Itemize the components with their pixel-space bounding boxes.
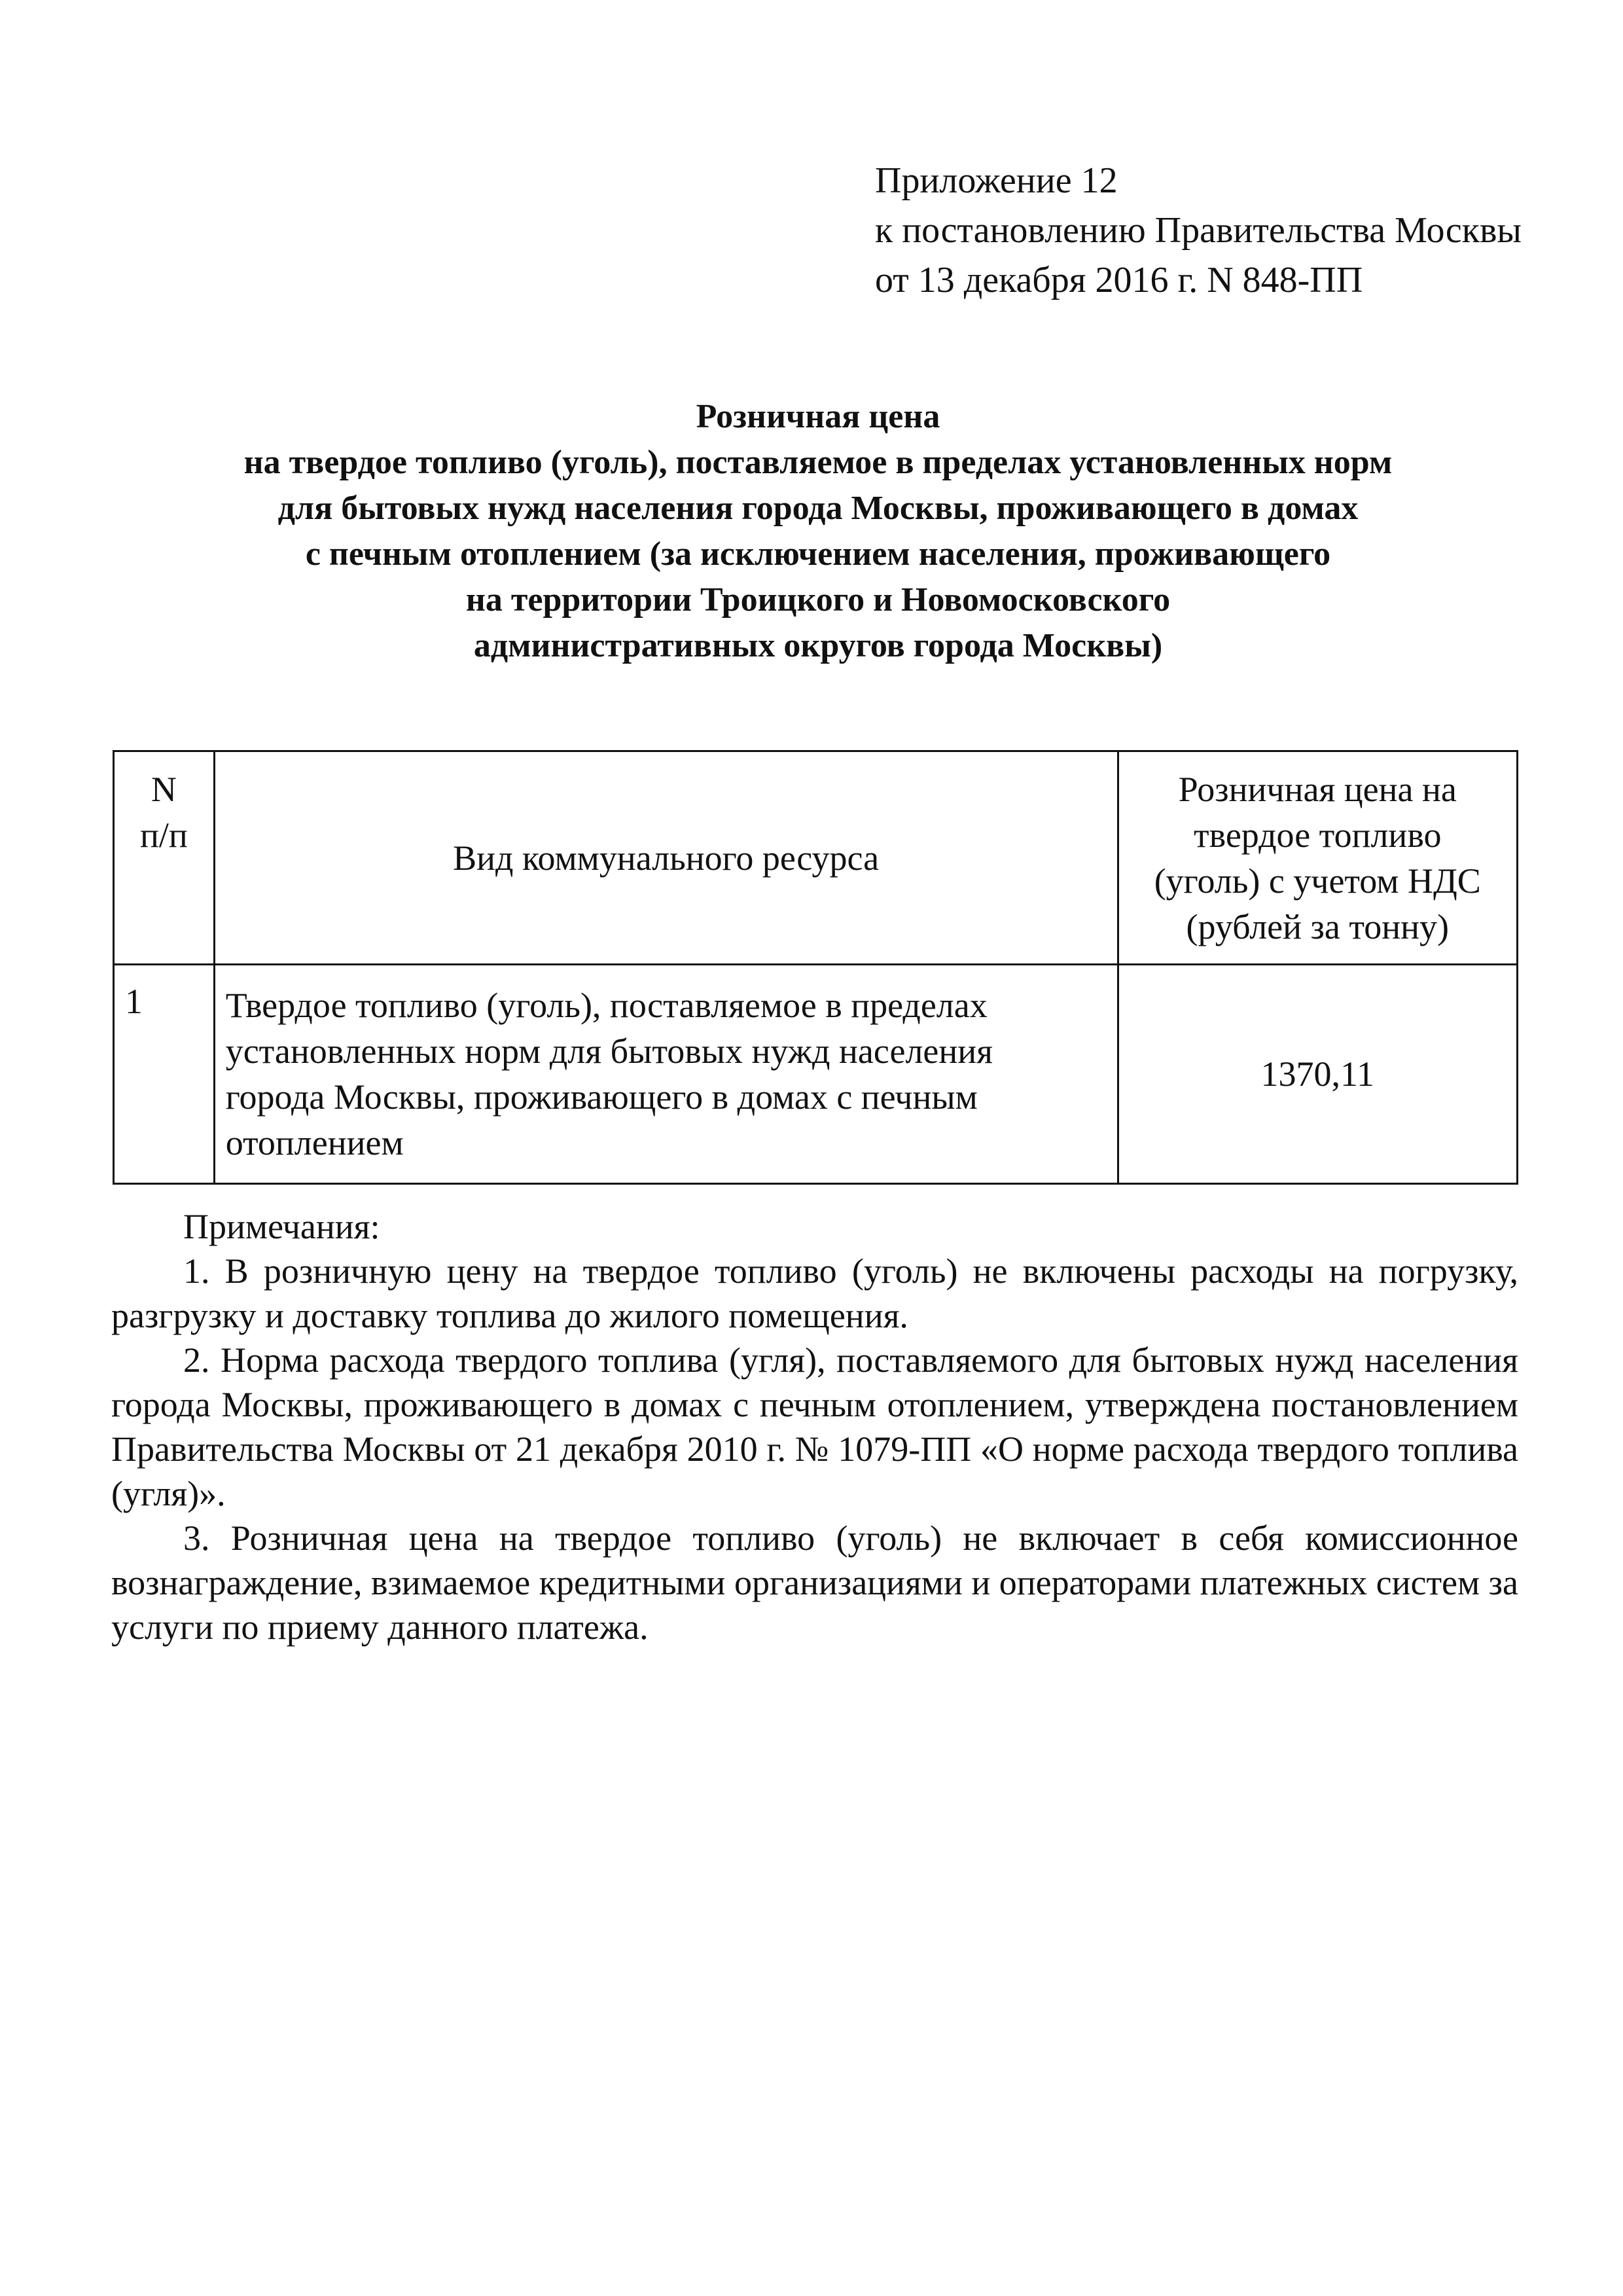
document-title bbox=[105, 394, 1531, 669]
row-resource: Твердое топливо (уголь), поставляемое в пределах установленных норм для бытовых нужд населения города Москвы, проживающего в домах с печным отоплением bbox=[214, 965, 1118, 1184]
note-item: 2. Норма расхода твердого топлива (угля), поставляемого для бытовых нужд населения города Москвы, проживающего в домах с печным отоплением, утверждена постановлением Правительства Москвы от 21 декабря 2010 г. № 1079-ПП «О норме расхода твердого топлива (угля)». bbox=[111, 1340, 1518, 1513]
appendix-date: от 13 декабря 2016 г. N 848-ПП bbox=[875, 260, 1363, 300]
title-line: для бытовых нужд населения города Москвы, проживающего в домах bbox=[277, 490, 1359, 527]
row-number: 1 bbox=[114, 965, 215, 1184]
row-price: 1370,11 bbox=[1118, 965, 1518, 1184]
header-number: N п/п bbox=[114, 751, 215, 965]
notes-section bbox=[111, 1204, 1518, 1649]
table-header-row bbox=[114, 751, 1518, 965]
appendix-reference bbox=[875, 156, 1522, 305]
title-line: на твердое топливо (уголь), поставляемое в пределах установленных норм bbox=[243, 444, 1393, 481]
note-item: 3. Розничная цена на твердое топливо (уголь) не включает в себя комиссионное вознаграждение, взимаемое кредитными организациями и операторами платежных систем за услуги по приему данного платежа. bbox=[111, 1518, 1518, 1647]
title-line: на территории Троицкого и Новомосковского bbox=[465, 581, 1171, 619]
price-table bbox=[113, 750, 1518, 1185]
notes-heading: Примечания: bbox=[183, 1207, 380, 1246]
title-line: административных округов города Москвы) bbox=[473, 627, 1163, 664]
table-row bbox=[114, 965, 1518, 1184]
note-item: 1. В розничную цену на твердое топливо (уголь) не включены расходы на погрузку, разгрузку и доставку топлива до жилого помещения. bbox=[111, 1251, 1518, 1335]
header-resource: Вид коммунального ресурса bbox=[214, 751, 1118, 965]
title-line: с печным отоплением (за исключением населения, проживающего bbox=[305, 535, 1331, 573]
appendix-decree: к постановлению Правительства Москвы bbox=[875, 210, 1522, 251]
title-line: Розничная цена bbox=[696, 398, 940, 435]
appendix-number: Приложение 12 bbox=[875, 160, 1118, 201]
header-price: Розничная цена на твердое топливо (уголь) с учетом НДС (рублей за тонну) bbox=[1118, 751, 1518, 965]
